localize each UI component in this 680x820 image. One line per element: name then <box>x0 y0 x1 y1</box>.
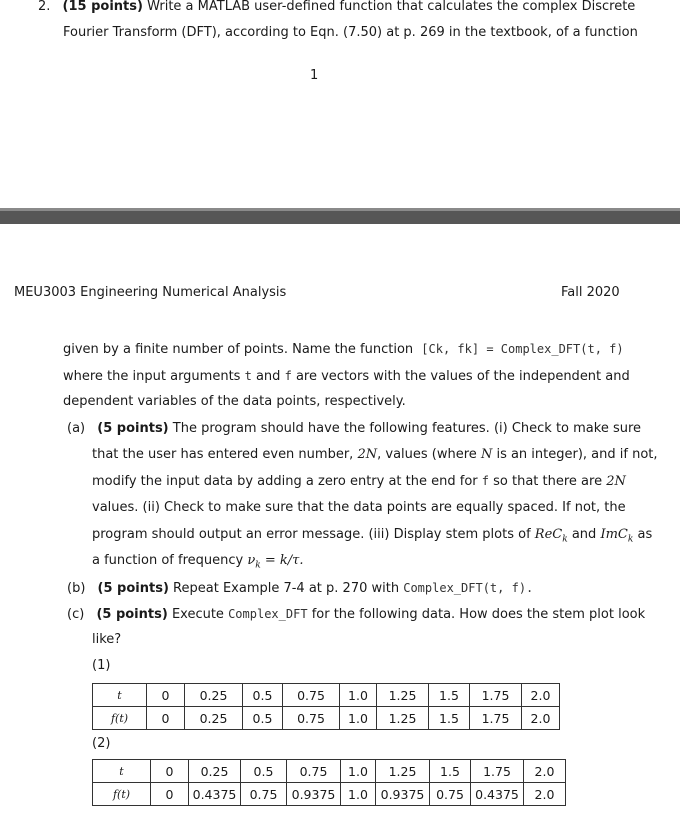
math-n: N <box>480 447 493 462</box>
table-cell: 1.0 <box>340 684 377 707</box>
math-2n: 2N <box>606 474 626 489</box>
table-cell: 1.5 <box>430 760 471 783</box>
part-b-points: (5 points) <box>97 581 169 596</box>
math-rec: ReC <box>534 527 563 542</box>
body-line-3 <box>63 393 406 411</box>
body-text: values. (ii) Check to make sure that the data points are equally spaced. If not, the <box>92 500 626 515</box>
table-cell: 0.75 <box>241 783 287 806</box>
table-cell: 2.0 <box>524 783 566 806</box>
part-a-line-2 <box>92 446 658 464</box>
table-cell: f(t) <box>93 783 151 806</box>
part-c-points: (5 points) <box>96 607 168 622</box>
table-row <box>93 707 560 730</box>
table-cell: t <box>93 684 147 707</box>
table-cell: 0.5 <box>241 760 287 783</box>
body-text: program should output an error message. (iii) Display stem plots of <box>92 527 531 542</box>
table-row <box>93 783 566 806</box>
term-header <box>561 284 620 302</box>
part-a-label: (a) <box>67 421 86 436</box>
body-text: like? <box>92 632 122 647</box>
term-label: Fall 2020 <box>561 285 620 300</box>
math-frequency-formula: = k/τ. <box>264 553 304 568</box>
page-separator <box>0 211 680 224</box>
part-c-line-1 <box>67 605 645 624</box>
page-number-text: 1 <box>310 68 319 83</box>
body-text: is an integer), and if not, <box>496 447 658 462</box>
table-cell: 0.75 <box>283 684 340 707</box>
math-2n: 2N <box>357 447 378 462</box>
table-cell: 0 <box>151 760 189 783</box>
math-subscript-k: k <box>562 534 568 545</box>
question-number: 2. <box>38 0 51 14</box>
body-text: so that there are <box>493 474 603 489</box>
course-header <box>14 284 286 302</box>
data-table-2 <box>92 759 566 806</box>
part-a-line-3 <box>92 472 626 491</box>
table-cell: 1.75 <box>470 684 522 707</box>
body-text: for the following data. How does the stem plot look <box>311 607 646 622</box>
table-cell: 0 <box>147 684 185 707</box>
part-c-label: (c) <box>67 607 85 622</box>
table-1-label <box>92 657 110 675</box>
function-signature-code: [Ck, fk] = Complex_DFT(t, f) <box>421 342 624 356</box>
question-text-2: Fourier Transform (DFT), according to Eqn. (7.50) at p. 269 in the textbook, of a function <box>63 25 638 40</box>
part-b-line <box>67 579 533 598</box>
body-line-2 <box>63 367 630 386</box>
code-call: Complex_DFT(t, f). <box>403 581 534 595</box>
table-cell: f(t) <box>93 707 147 730</box>
part-a-line-6 <box>92 552 303 575</box>
table-cell: 0 <box>151 783 189 806</box>
table-cell: t <box>93 760 151 783</box>
math-imc: ImC <box>600 527 628 542</box>
table-cell: 0.25 <box>189 760 241 783</box>
body-text: Execute <box>171 607 224 622</box>
table-cell: 1.25 <box>377 707 429 730</box>
page-number <box>310 67 318 85</box>
table-cell: 0.25 <box>185 684 243 707</box>
body-text: a function of frequency <box>92 553 244 568</box>
question-text-1: Write a MATLAB user-defined function that calculates the complex Discrete <box>147 0 636 14</box>
table-cell: 0 <box>147 707 185 730</box>
table-cell: 0.25 <box>185 707 243 730</box>
body-text: where the input arguments <box>63 369 241 384</box>
code-f: f <box>284 369 292 383</box>
table-cell: 2.0 <box>522 684 560 707</box>
table-label: (1) <box>92 658 111 673</box>
body-text: are vectors with the values of the independent and <box>295 369 630 384</box>
body-text: Repeat Example 7-4 at p. 270 with <box>173 581 400 596</box>
question-2-line-2 <box>63 24 638 42</box>
table-row <box>93 760 566 783</box>
body-line-1 <box>63 340 624 359</box>
table-cell: 1.0 <box>340 707 377 730</box>
part-a-line-5 <box>92 526 652 549</box>
table-cell: 1.5 <box>429 684 470 707</box>
body-text: The program should have the following features. (i) Check to make sure <box>172 421 642 436</box>
table-cell: 0.4375 <box>189 783 241 806</box>
part-a-line-4 <box>92 499 626 517</box>
table-row <box>93 684 560 707</box>
part-a-line-1 <box>67 420 641 438</box>
table-cell: 1.0 <box>341 783 376 806</box>
table-cell: 0.75 <box>283 707 340 730</box>
table-cell: 1.25 <box>376 760 430 783</box>
code-f: f <box>481 474 489 488</box>
table-cell: 0.4375 <box>471 783 524 806</box>
body-text: , values (where <box>377 447 477 462</box>
table-cell: 0.75 <box>430 783 471 806</box>
body-text: as <box>637 527 653 542</box>
table-cell: 0.9375 <box>376 783 430 806</box>
course-title: MEU3003 Engineering Numerical Analysis <box>14 285 287 300</box>
body-text: and <box>571 527 597 542</box>
body-text: modify the input data by adding a zero entry at the end for <box>92 474 478 489</box>
body-text: and <box>255 369 281 384</box>
math-nu: ν <box>247 553 256 568</box>
data-table-1 <box>92 683 560 730</box>
part-b-label: (b) <box>67 581 86 596</box>
question-points: (15 points) <box>62 0 143 14</box>
body-text: that the user has entered even number, <box>92 447 354 462</box>
table-cell: 1.75 <box>471 760 524 783</box>
table-label: (2) <box>92 736 111 751</box>
code-function-name: Complex_DFT <box>228 607 308 621</box>
table-cell: 1.25 <box>377 684 429 707</box>
table-cell: 1.5 <box>429 707 470 730</box>
math-subscript-k: k <box>255 560 261 571</box>
table-cell: 1.75 <box>470 707 522 730</box>
body-text: given by a finite number of points. Name the function <box>63 342 414 357</box>
table-cell: 0.5 <box>243 707 283 730</box>
table-cell: 2.0 <box>522 707 560 730</box>
part-c-line-2 <box>92 631 121 649</box>
table-cell: 0.5 <box>243 684 283 707</box>
body-text: dependent variables of the data points, respectively. <box>63 394 406 409</box>
table-2-label <box>92 735 110 753</box>
table-cell: 0.9375 <box>287 783 341 806</box>
code-t: t <box>244 369 252 383</box>
question-2-line-1 <box>38 0 635 16</box>
table-cell: 0.75 <box>287 760 341 783</box>
part-a-points: (5 points) <box>97 421 169 436</box>
table-cell: 1.0 <box>341 760 376 783</box>
table-cell: 2.0 <box>524 760 566 783</box>
math-subscript-k: k <box>627 534 634 545</box>
